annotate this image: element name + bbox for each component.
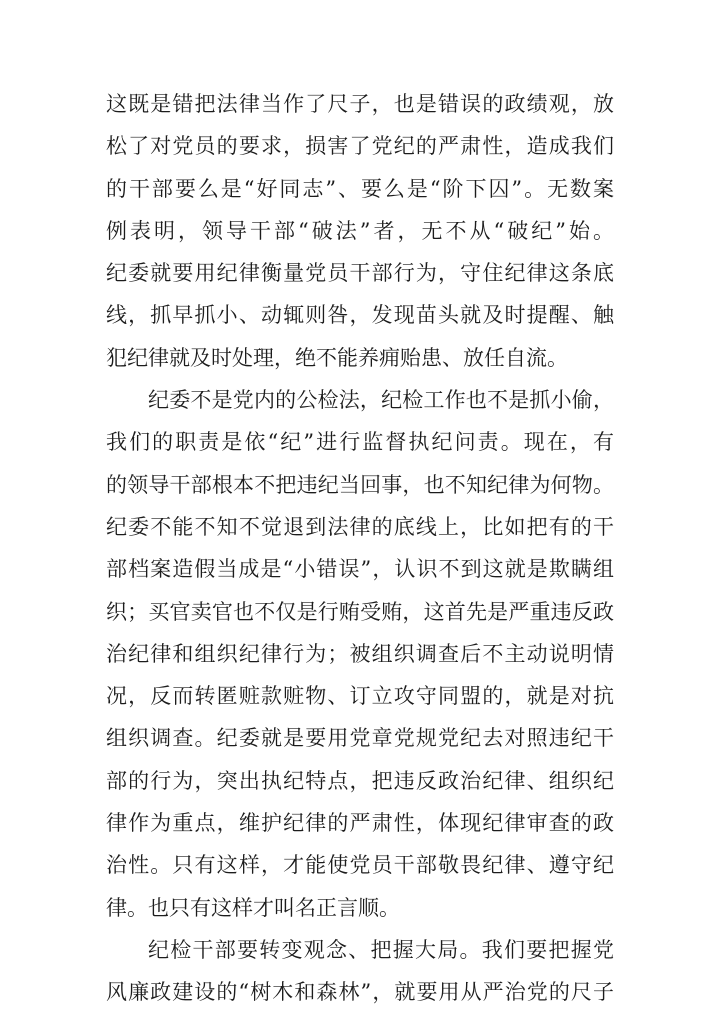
- paragraph-line: 纪检干部要转变观念、把握大局。我们要把握党: [148, 937, 614, 962]
- paragraph-line: 我们的职责是依“纪”进行监督执纪问责。现在，有: [106, 430, 614, 455]
- paragraph-line: 的领导干部根本不把违纪当回事，也不知纪律为何物。: [106, 472, 614, 497]
- paragraph-line: 这既是错把法律当作了尺子，也是错误的政绩观，放: [106, 92, 614, 116]
- paragraph-line: 治性。只有这样，才能使党员干部敬畏纪律、遵守纪: [106, 853, 614, 878]
- paragraph-line: 部档案造假当成是“小错误”，认识不到这就是欺瞒组: [106, 557, 614, 582]
- paragraph-line: 纪委就要用纪律衡量党员干部行为，守住纪律这条底: [106, 261, 614, 286]
- paragraph-line: 风廉政建设的“树木和森林”，就要用从严治党的尺子: [106, 980, 614, 1005]
- paragraph-line: 织；买官卖官也不仅是行贿受贿，这首先是严重违反政: [106, 599, 614, 624]
- paragraph-line: 律作为重点，维护纪律的严肃性，体现纪律审查的政: [106, 811, 614, 836]
- paragraph-line: 纪委不能不知不觉退到法律的底线上，比如把有的干: [106, 514, 614, 539]
- paragraph-line: 律。也只有这样才叫名正言顺。: [106, 895, 400, 920]
- paragraph-line: 部的行为，突出执纪特点，把违反政治纪律、组织纪: [106, 768, 614, 793]
- paragraph-line: 治纪律和组织纪律行为；被组织调查后不主动说明情: [106, 641, 614, 666]
- paragraph-line: 犯纪律就及时处理，绝不能养痈贻患、放任自流。: [106, 345, 568, 370]
- body-text: [106, 83, 614, 1014]
- paragraph-line: 例表明，领导干部“破法”者，无不从“破纪”始。: [106, 218, 614, 243]
- paragraph-line: 况，反而转匿赃款赃物、订立攻守同盟的，就是对抗: [106, 684, 614, 709]
- paragraph-line: 线，抓早抓小、动辄则咎，发现苗头就及时提醒、触: [106, 303, 614, 328]
- paragraph-line: 的干部要么是“好同志”、要么是“阶下囚”。无数案: [106, 176, 614, 201]
- paragraph-line: 纪委不是党内的公检法，纪检工作也不是抓小偷，: [148, 388, 614, 413]
- paragraph-line: 松了对党员的要求，损害了党纪的严肃性，造成我们: [106, 134, 614, 159]
- paragraph-line: 组织调查。纪委就是要用党章党规党纪去对照违纪干: [106, 726, 614, 751]
